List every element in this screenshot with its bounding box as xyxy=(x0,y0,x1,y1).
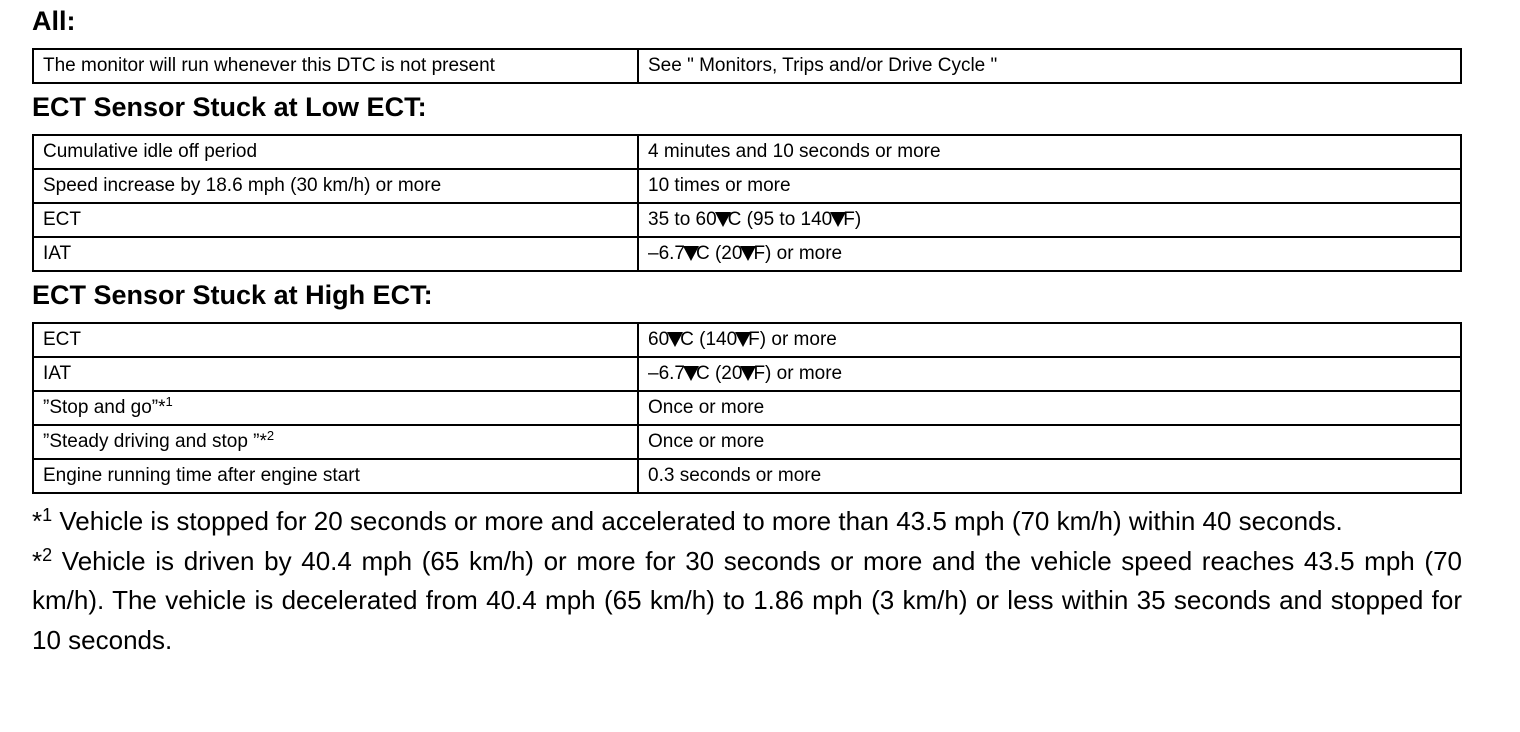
item-text: ”Steady driving and stop ”* xyxy=(43,431,267,452)
condition-value: See " Monitors, Trips and/or Drive Cycle " xyxy=(638,49,1461,83)
condition-value xyxy=(638,357,1461,391)
table-row xyxy=(33,357,1461,391)
condition-item: Speed increase by 18.6 mph (30 km/h) or more xyxy=(33,169,638,203)
value-part: C (20 xyxy=(695,363,743,384)
spec-table-high-ect xyxy=(32,322,1462,494)
condition-value: 4 minutes and 10 seconds or more xyxy=(638,135,1461,169)
condition-item: ECT xyxy=(33,323,638,357)
table-row xyxy=(33,459,1461,493)
footnote-mark: * xyxy=(32,545,43,576)
value-part: –6.7 xyxy=(648,363,685,384)
footnote-number: 2 xyxy=(42,544,53,565)
value-part: F) or more xyxy=(753,243,843,264)
condition-value: Once or more xyxy=(638,425,1461,459)
footnote-text: Vehicle is driven by 40.4 mph (65 km/h) or more for 30 seconds or more and the vehicle speed reaches 43.5 mph (70 km/h). The vehicle is decelerated from 40.4 mph (65 km/h) to 1.86 mph (3 km/h) or less within 35 seconds and stopped for 10 seconds. xyxy=(32,545,1462,655)
condition-value xyxy=(638,323,1461,357)
condition-item xyxy=(33,425,638,459)
section-heading-low-ect: ECT Sensor Stuck at Low ECT: xyxy=(32,92,427,122)
value-part: 60 xyxy=(648,329,670,350)
spec-table-low-ect xyxy=(32,134,1462,272)
value-part: C (140 xyxy=(680,329,738,350)
condition-item: The monitor will run whenever this DTC is not present xyxy=(33,49,638,83)
value-part: C (20 xyxy=(695,243,743,264)
footnote-2 xyxy=(32,542,1462,661)
item-text: ”Stop and go”* xyxy=(43,397,166,418)
condition-value: 10 times or more xyxy=(638,169,1461,203)
condition-item: Engine running time after engine start xyxy=(33,459,638,493)
table-row xyxy=(33,237,1461,271)
section-heading-all: All: xyxy=(32,6,76,36)
condition-item xyxy=(33,391,638,425)
condition-value xyxy=(638,237,1461,271)
value-part: –6.7 xyxy=(648,243,685,264)
table-row xyxy=(33,135,1461,169)
footnotes xyxy=(32,502,1462,660)
footnote-number: 1 xyxy=(42,505,53,525)
footnote-text: Vehicle is stopped for 20 seconds or more and accelerated to more than 43.5 mph (70 km/h) within 40 seconds. xyxy=(52,506,1343,536)
table-row xyxy=(33,425,1461,459)
table-row xyxy=(33,391,1461,425)
condition-value xyxy=(638,203,1461,237)
section-heading-high-ect: ECT Sensor Stuck at High ECT: xyxy=(32,280,433,310)
condition-item: Cumulative idle off period xyxy=(33,135,638,169)
value-part: F) or more xyxy=(753,363,843,384)
footnote-ref: 1 xyxy=(165,394,173,409)
condition-item: ECT xyxy=(33,203,638,237)
value-part: F) xyxy=(843,209,862,230)
condition-item: IAT xyxy=(33,357,638,391)
document xyxy=(32,0,1462,660)
spec-table-all xyxy=(32,48,1462,84)
footnote-1 xyxy=(32,502,1462,542)
footnote-ref: 2 xyxy=(266,428,275,443)
footnote-mark: * xyxy=(32,506,43,536)
condition-item: IAT xyxy=(33,237,638,271)
condition-value: Once or more xyxy=(638,391,1461,425)
table-row xyxy=(33,169,1461,203)
value-part: F) or more xyxy=(748,329,837,350)
condition-value: 0.3 seconds or more xyxy=(638,459,1461,493)
value-part: C (95 to 140 xyxy=(727,209,833,230)
table-row xyxy=(33,203,1461,237)
value-part: 35 to 60 xyxy=(648,209,717,230)
table-row xyxy=(33,323,1461,357)
table-row xyxy=(33,49,1461,83)
